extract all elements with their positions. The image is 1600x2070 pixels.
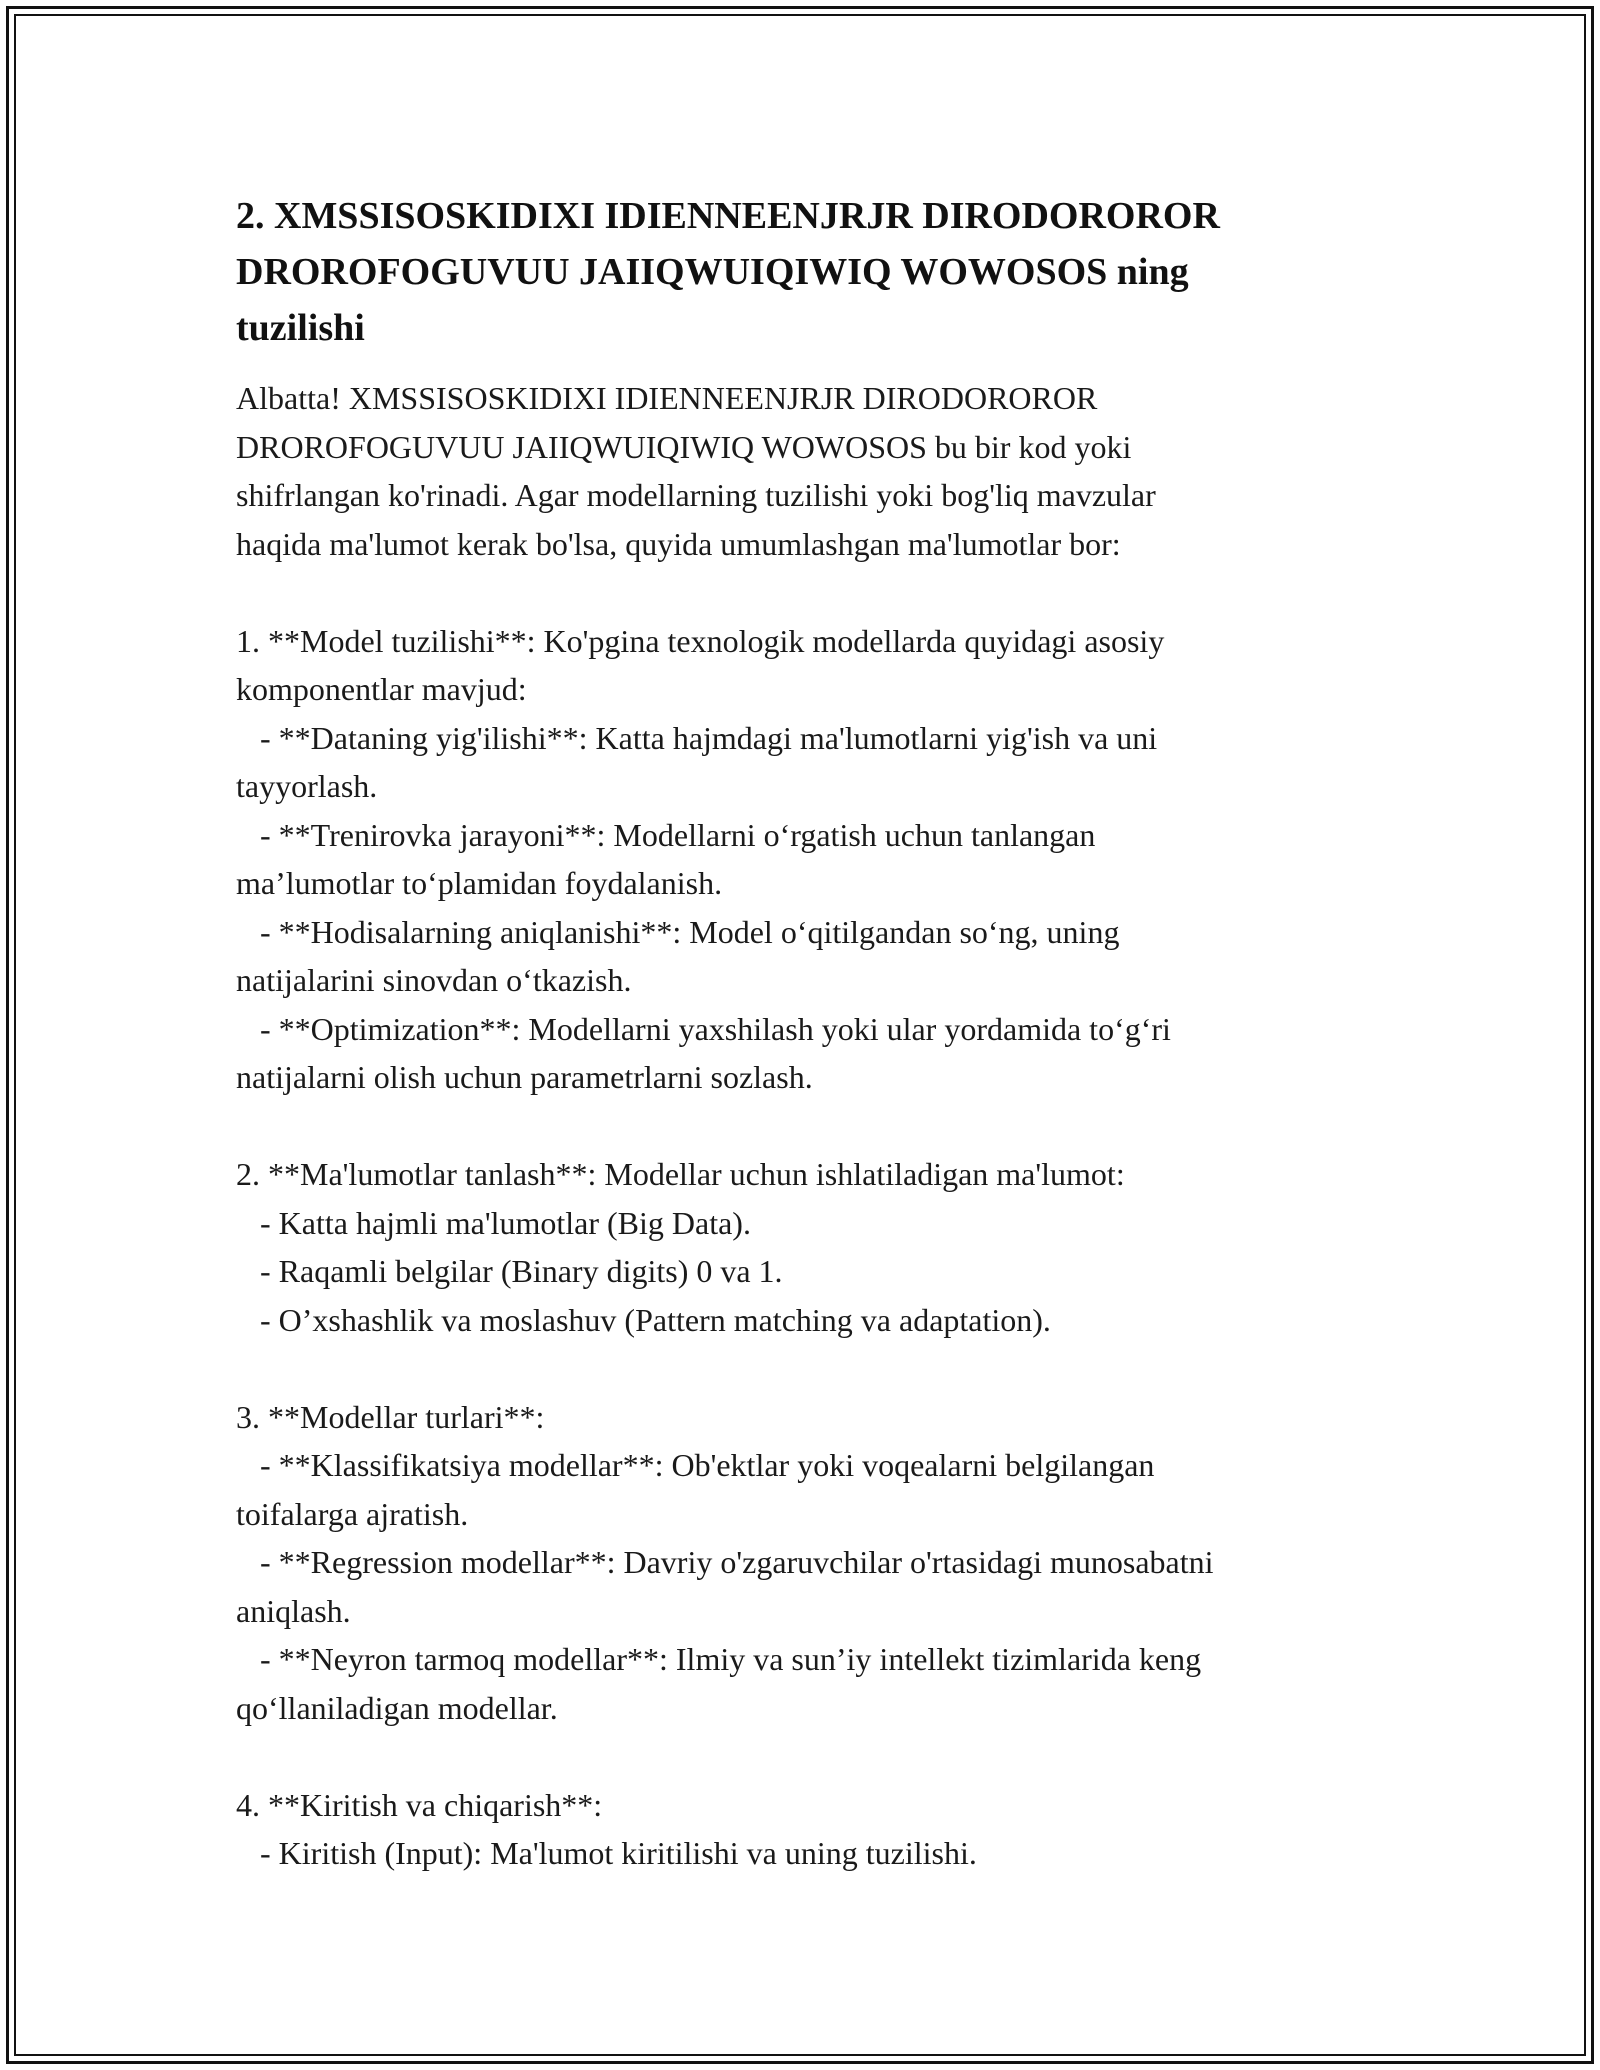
text-line: komponentlar mavjud:	[236, 671, 527, 707]
text-line: natijalarini sinovdan o‘tkazish.	[236, 962, 632, 998]
text-line: haqida ma'lumot kerak bo'lsa, quyida umumlashgan ma'lumotlar bor:	[236, 525, 1121, 562]
blank-line	[236, 1732, 1366, 1781]
document-body	[236, 374, 1366, 1878]
text-line: natijalarni olish uchun parametrlarni sozlash.	[236, 1059, 813, 1095]
section-model-types	[236, 1393, 1366, 1733]
text-line: Albatta! XMSSISOSKIDIXI IDIENNEENJRJR DIRODOROROR	[236, 380, 1098, 416]
text-line: - **Hodisalarning aniqlanishi**: Model o‘qitilgandan so‘ng, uning	[236, 913, 1120, 950]
section-data-selection	[236, 1150, 1366, 1344]
text-line: aniqlash.	[236, 1592, 351, 1629]
text-line: shifrlangan ko'rinadi. Agar modellarning tuzilishi yoki bog'liq mavzular	[236, 477, 1156, 513]
text-line: - **Dataning yig'ilishi**: Katta hajmdagi ma'lumotlarni yig'ish va uni	[236, 719, 1158, 756]
blank-line	[236, 1102, 1366, 1151]
section-model-structure	[236, 617, 1366, 1102]
text-line: 1. **Model tuzilishi**: Ko'pgina texnologik modellarda quyidagi asosiy	[236, 622, 1165, 659]
text-line: - **Klassifikatsiya modellar**: Ob'ektlar yoki voqealarni belgilangan	[236, 1447, 1155, 1483]
text-line: toifalarga ajratish.	[236, 1495, 469, 1532]
text-line: - **Regression modellar**: Davriy o'zgaruvchilar o'rtasidagi munosabatni	[236, 1544, 1214, 1580]
blank-line	[236, 568, 1366, 617]
text-line: - O’xshashlik va moslashuv (Pattern matching va adaptation).	[236, 1301, 1051, 1338]
title-line: 2. XMSSISOSKIDIXI IDIENNEENJRJR DIRODOROROR	[236, 195, 1220, 237]
text-line: - Raqamli belgilar (Binary digits) 0 va 1.	[236, 1253, 783, 1289]
document-content	[236, 188, 1366, 1878]
text-line: - **Trenirovka jarayoni**: Modellarni o‘rgatish uchun tanlangan	[236, 816, 1096, 853]
text-line: qo‘llaniladigan modellar.	[236, 1689, 558, 1726]
document-title	[236, 188, 1366, 356]
text-line: ma’lumotlar to‘plamidan foydalanish.	[236, 865, 723, 901]
blank-line	[236, 1344, 1366, 1393]
text-line: tayyorlash.	[236, 768, 378, 804]
text-line: - Kiritish (Input): Ma'lumot kiritilishi va uning tuzilishi.	[236, 1835, 977, 1871]
section-input-output	[236, 1781, 1366, 1878]
text-line: 3. **Modellar turlari**:	[236, 1398, 545, 1435]
text-line: - **Neyron tarmoq modellar**: Ilmiy va sun’iy intellekt tizimlarida keng	[236, 1641, 1202, 1677]
text-line: 2. **Ma'lumotlar tanlash**: Modellar uchun ishlatiladigan ma'lumot:	[236, 1156, 1125, 1192]
text-line: - **Optimization**: Modellarni yaxshilash yoki ular yordamida to‘g‘ri	[236, 1010, 1171, 1047]
intro-paragraph	[236, 374, 1366, 568]
text-line: - Katta hajmli ma'lumotlar (Big Data).	[236, 1204, 751, 1241]
text-line: DROROFOGUVUU JAIIQWUIQIWIQ WOWOSOS bu bir kod yoki	[236, 428, 1132, 465]
text-line: 4. **Kiritish va chiqarish**:	[236, 1786, 603, 1823]
title-line: DROROFOGUVUU JAIIQWUIQIWIQ WOWOSOS ning	[236, 251, 1189, 293]
title-line: tuzilishi	[236, 307, 365, 349]
